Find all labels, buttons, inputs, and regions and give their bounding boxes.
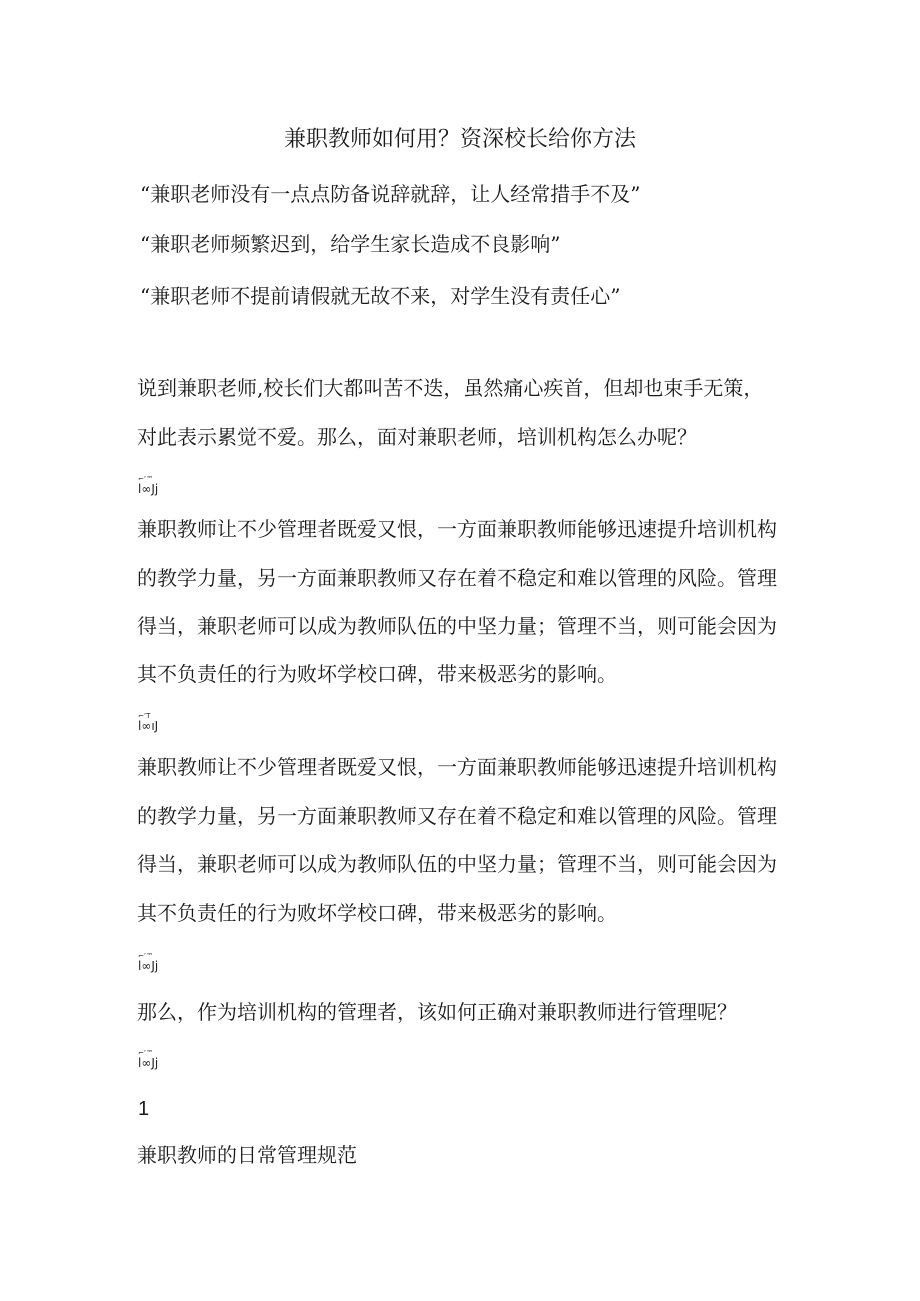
image-placeholder-icon: ⌐’™ l∞Jj	[138, 475, 159, 496]
paragraph-2-line-4: 其不负责任的行为败坏学校口碑，带来极恶劣的影响。	[137, 901, 617, 925]
question-line: 那么，作为培训机构的管理者，该如何正确对兼职教师进行管理呢？	[137, 1000, 737, 1024]
paragraph-2-line-3: 得当，兼职老师可以成为教师队伍的中坚力量；管理不当，则可能会因为	[137, 852, 777, 876]
image-placeholder-icon: ⌐’T l∞ıJ	[138, 712, 159, 733]
quote-1: “兼职老师没有一点点防备说辞就辞，让人经常措手不及”	[140, 182, 641, 206]
intro-line-1: 说到兼职老师,校长们大都叫苦不迭，虽然痛心疾首，但却也束手无策，	[137, 376, 764, 400]
paragraph-1-line-1: 兼职教师让不少管理者既爱又恨，一方面兼职教师能够迅速提升培训机构	[137, 517, 777, 541]
page-title: 兼职教师如何用？资深校长给你方法	[283, 127, 636, 152]
intro-line-2: 对此表示累觉不爱。那么，面对兼职老师，培训机构怎么办呢？	[137, 425, 697, 449]
image-placeholder-icon: ⌐’™ l∞Jj	[138, 952, 159, 973]
section-number: 1	[138, 1098, 150, 1120]
paragraph-2-line-1: 兼职教师让不少管理者既爱又恨，一方面兼职教师能够迅速提升培训机构	[137, 755, 777, 779]
paragraph-1-line-2: 的教学力量，另一方面兼职教师又存在着不稳定和难以管理的风险。管理	[137, 566, 777, 590]
image-placeholder-icon: ⌐’™ l∞Jj	[138, 1049, 159, 1070]
paragraph-2-line-2: 的教学力量，另一方面兼职教师又存在着不稳定和难以管理的风险。管理	[137, 804, 777, 828]
quote-3: “兼职老师不提前请假就无故不来，对学生没有责任心”	[140, 284, 621, 308]
section-heading: 兼职教师的日常管理规范	[137, 1143, 357, 1167]
paragraph-1-line-4: 其不负责任的行为败坏学校口碑，带来极恶劣的影响。	[137, 662, 617, 686]
paragraph-1-line-3: 得当，兼职老师可以成为教师队伍的中坚力量；管理不当，则可能会因为	[137, 614, 777, 638]
quote-2: “兼职老师频繁迟到，给学生家长造成不良影响”	[140, 232, 561, 256]
